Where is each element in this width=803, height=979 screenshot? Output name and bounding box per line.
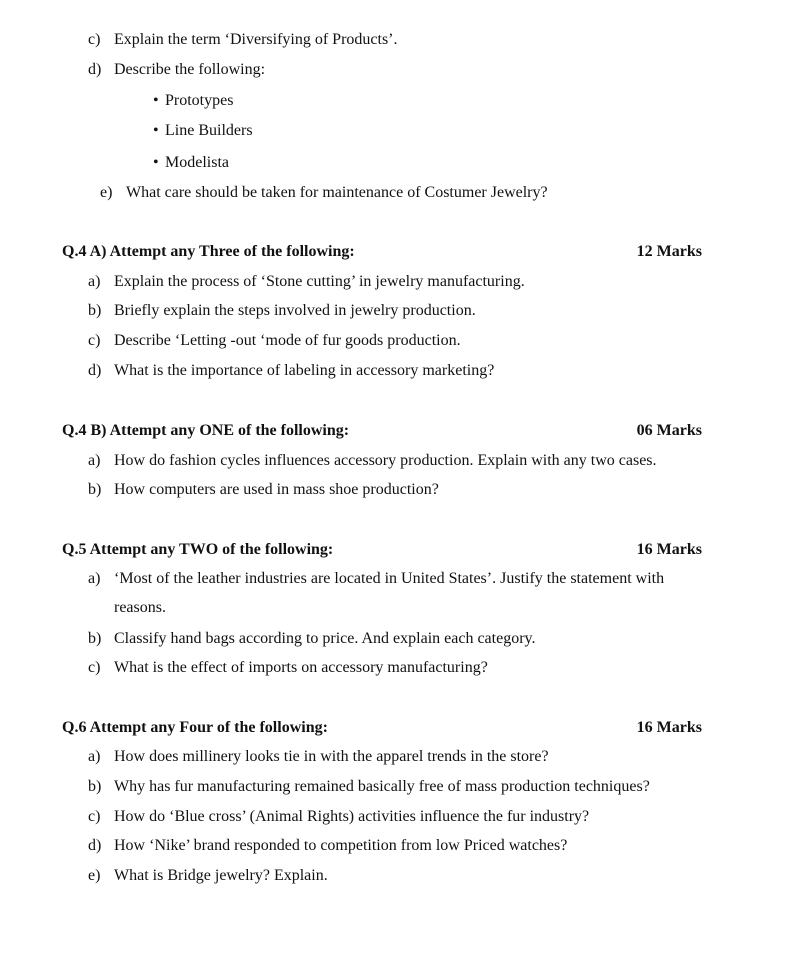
bullet-text: Line Builders (165, 122, 253, 139)
section-marks: 12 Marks (636, 243, 702, 260)
item-text: What is Bridge jewelry? Explain. (114, 867, 328, 884)
question-item (88, 747, 549, 767)
item-text: Describe ‘Letting -out ‘mode of fur goods production. (114, 332, 461, 349)
bullet-icon: • (153, 122, 159, 139)
item-label: d) (88, 61, 102, 78)
item-text: What is the importance of labeling in accessory marketing? (114, 362, 495, 379)
item-label: d) (88, 837, 102, 854)
item-text: What care should be taken for maintenance of Costumer Jewelry? (126, 184, 548, 201)
item-text: Briefly explain the steps involved in jewelry production. (114, 302, 476, 319)
section-marks: 16 Marks (636, 719, 702, 736)
question-item (88, 301, 476, 321)
question-item (88, 777, 650, 797)
item-text: How does millinery looks tie in with the apparel trends in the store? (114, 748, 549, 765)
item-label: a) (88, 273, 101, 290)
section-heading-q4b (62, 421, 702, 441)
section-title: Q.4 B) Attempt any ONE of the following: (62, 422, 350, 439)
item-label: b) (88, 778, 102, 795)
item-text: How ‘Nike’ brand responded to competition from low Priced watches? (114, 837, 568, 854)
item-label: d) (88, 362, 102, 379)
bullet-item (153, 153, 229, 173)
question-item (88, 658, 488, 678)
section-marks: 16 Marks (636, 541, 702, 558)
item-text: Describe the following: (114, 61, 266, 78)
item-text: How do fashion cycles influences accessory production. Explain with any two cases. (114, 452, 657, 469)
question-item (88, 361, 494, 381)
item-text: Explain the process of ‘Stone cutting’ in jewelry manufacturing. (114, 273, 525, 290)
item-label: e) (100, 184, 113, 201)
item-label: c) (88, 659, 101, 676)
item-text: How computers are used in mass shoe production? (114, 481, 439, 498)
item-label: c) (88, 31, 101, 48)
bullet-item (153, 91, 233, 111)
question-item (88, 569, 664, 589)
bullet-text: Modelista (165, 154, 229, 171)
item-text: What is the effect of imports on accessory manufacturing? (114, 659, 488, 676)
item-label: c) (88, 808, 101, 825)
item-text: Explain the term ‘Diversifying of Products’. (114, 31, 398, 48)
section-heading-q4a (62, 242, 702, 262)
bullet-item (153, 121, 253, 141)
bullet-icon: • (153, 154, 159, 171)
question-item (88, 30, 398, 50)
question-item (88, 331, 461, 351)
bullet-text: Prototypes (165, 92, 234, 109)
question-item (88, 451, 657, 471)
question-item (88, 272, 525, 292)
item-text: Classify hand bags according to price. And explain each category. (114, 630, 536, 647)
question-item (88, 480, 439, 500)
item-label: b) (88, 302, 102, 319)
item-label: b) (88, 630, 102, 647)
bullet-icon: • (153, 92, 159, 109)
question-item (88, 836, 567, 856)
question-item (100, 183, 548, 203)
item-label: a) (88, 748, 101, 765)
question-item (88, 866, 328, 886)
question-item (88, 629, 535, 649)
section-title: Q.5 Attempt any TWO of the following: (62, 541, 334, 558)
item-text-continuation: reasons. (114, 599, 166, 616)
item-text: How do ‘Blue cross’ (Animal Rights) activities influence the fur industry? (114, 808, 590, 825)
item-label: a) (88, 452, 101, 469)
item-label: c) (88, 332, 101, 349)
item-text: ‘Most of the leather industries are located in United States’. Justify the statement with (114, 570, 665, 587)
item-label: e) (88, 867, 101, 884)
section-title: Q.6 Attempt any Four of the following: (62, 719, 328, 736)
section-marks: 06 Marks (636, 422, 702, 439)
item-label: a) (88, 570, 101, 587)
question-item (88, 807, 589, 827)
section-heading-q6 (62, 718, 702, 738)
item-label: b) (88, 481, 102, 498)
question-item (88, 60, 265, 80)
item-text: Why has fur manufacturing remained basically free of mass production techniques? (114, 778, 650, 795)
section-heading-q5 (62, 540, 702, 560)
section-title: Q.4 A) Attempt any Three of the following: (62, 243, 355, 260)
